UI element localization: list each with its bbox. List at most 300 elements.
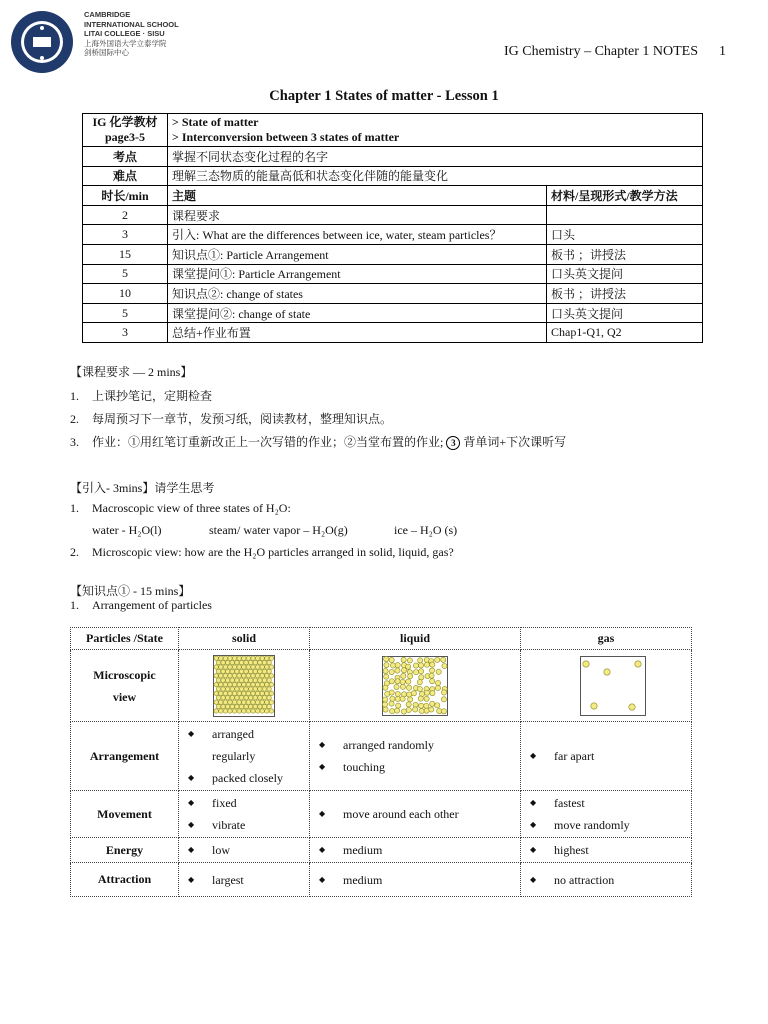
particle bbox=[249, 660, 253, 664]
particle bbox=[604, 668, 610, 674]
particle bbox=[395, 696, 400, 701]
particle bbox=[246, 656, 250, 660]
particle bbox=[242, 673, 246, 677]
particle bbox=[244, 669, 248, 673]
particle bbox=[269, 700, 273, 704]
particle bbox=[251, 708, 255, 712]
particle bbox=[269, 656, 273, 660]
page-title: Chapter 1 States of matter - Lesson 1 bbox=[269, 88, 499, 104]
gas-view-cell bbox=[521, 650, 692, 722]
particle bbox=[216, 704, 220, 708]
particle bbox=[435, 685, 440, 690]
particle bbox=[237, 708, 241, 712]
particle bbox=[232, 664, 236, 668]
particle bbox=[591, 702, 597, 708]
particle bbox=[239, 660, 243, 664]
particle bbox=[239, 686, 243, 690]
particle bbox=[232, 691, 236, 695]
list-item: 1. 上课抄笔记，定期检查 bbox=[70, 389, 213, 403]
particle bbox=[260, 664, 264, 668]
key-point-text: 掌握不同状态变化过程的名字 bbox=[168, 147, 703, 167]
particle bbox=[395, 662, 400, 667]
column-header-method: 材料/呈现形式/教学方法 bbox=[547, 186, 703, 206]
column-header-liquid: liquid bbox=[310, 628, 521, 650]
particle bbox=[230, 686, 234, 690]
knowledge-heading: 【知识点① - 15 mins】 bbox=[70, 584, 191, 598]
particle bbox=[219, 656, 223, 660]
particle bbox=[430, 690, 435, 695]
list-item: 2. Microscopic view: how are the H₂O particles arranged in solid, liquid, gas? bbox=[70, 545, 454, 559]
particle bbox=[413, 706, 418, 711]
particle bbox=[583, 660, 589, 666]
particle bbox=[251, 700, 255, 704]
particle bbox=[253, 660, 257, 664]
particle bbox=[255, 682, 259, 686]
particle bbox=[436, 669, 441, 674]
lesson-plan-table bbox=[82, 113, 703, 343]
intro-heading: 【引入- 3mins】请学生思考 bbox=[70, 481, 215, 495]
particle bbox=[246, 673, 250, 677]
particle bbox=[226, 678, 230, 682]
particle bbox=[258, 678, 262, 682]
particle bbox=[383, 685, 388, 690]
particle bbox=[228, 656, 232, 660]
particle bbox=[249, 704, 253, 708]
particle bbox=[244, 704, 248, 708]
solid-particles-diagram bbox=[213, 655, 275, 717]
particle bbox=[226, 695, 230, 699]
particle bbox=[395, 668, 400, 673]
particle bbox=[223, 708, 227, 712]
column-header-topic: 主题 bbox=[168, 186, 547, 206]
particle bbox=[265, 682, 269, 686]
particle bbox=[267, 660, 271, 664]
particle bbox=[223, 656, 227, 660]
row-label-view: Microscopic view bbox=[71, 650, 179, 722]
particle bbox=[265, 673, 269, 677]
particle bbox=[265, 664, 269, 668]
particle bbox=[226, 660, 230, 664]
particle bbox=[429, 667, 434, 672]
topic-list: > State of matter > Interconversion between 3 states of matter bbox=[168, 114, 703, 147]
particle bbox=[230, 678, 234, 682]
list-item: 1. Arrangement of particles bbox=[70, 598, 212, 612]
particle bbox=[251, 673, 255, 677]
particle bbox=[214, 673, 218, 677]
particle bbox=[418, 657, 423, 662]
table-row: 3 引入: What are the differences between ice, water, steam particles？ 口头 bbox=[83, 225, 703, 245]
particle bbox=[262, 695, 266, 699]
particle bbox=[251, 656, 255, 660]
particle bbox=[419, 708, 424, 713]
difficult-point-label: 难点 bbox=[83, 166, 168, 186]
row-label-attraction: Attraction bbox=[71, 863, 179, 897]
particle bbox=[237, 700, 241, 704]
list-item: 3. 作业：①用红笔订重新改正上一次写错的作业；②当堂布置的作业; 3 背单词+下次课听写 bbox=[70, 435, 567, 449]
particle bbox=[389, 701, 394, 706]
particle bbox=[400, 696, 405, 701]
particle bbox=[253, 678, 257, 682]
particle bbox=[267, 686, 271, 690]
particle bbox=[242, 708, 246, 712]
particle bbox=[251, 664, 255, 668]
particle bbox=[214, 664, 218, 668]
particle bbox=[269, 708, 273, 712]
particle bbox=[232, 708, 236, 712]
particle bbox=[401, 708, 406, 713]
particle bbox=[244, 695, 248, 699]
liquid-view-cell bbox=[310, 650, 521, 722]
particle bbox=[232, 700, 236, 704]
particle bbox=[389, 708, 394, 713]
particle bbox=[214, 708, 218, 712]
particle bbox=[395, 691, 400, 696]
column-header-particles: Particles /State bbox=[71, 628, 179, 650]
particle bbox=[269, 691, 273, 695]
particle bbox=[235, 686, 239, 690]
particle bbox=[219, 700, 223, 704]
particle bbox=[251, 682, 255, 686]
liquid-arrangement-cell: ◆ arranged randomly ◆ touching bbox=[310, 722, 521, 791]
particle bbox=[383, 706, 388, 711]
particle bbox=[394, 684, 399, 689]
particle bbox=[216, 660, 220, 664]
steam-formula: steam/ water vapor – H₂O(g) bbox=[209, 523, 348, 537]
particle bbox=[406, 678, 411, 683]
particle bbox=[258, 660, 262, 664]
particle bbox=[214, 700, 218, 704]
particle bbox=[424, 696, 429, 701]
particle bbox=[235, 660, 239, 664]
particle bbox=[419, 668, 424, 673]
particle bbox=[424, 708, 429, 713]
particle bbox=[237, 664, 241, 668]
solid-energy-cell: ◆ low bbox=[179, 838, 310, 863]
particle bbox=[249, 686, 253, 690]
particle bbox=[395, 678, 400, 683]
row-label-movement: Movement bbox=[71, 791, 179, 838]
particle bbox=[260, 691, 264, 695]
particle bbox=[235, 678, 239, 682]
particle bbox=[430, 661, 435, 666]
particle bbox=[235, 695, 239, 699]
particle bbox=[246, 708, 250, 712]
particle bbox=[216, 695, 220, 699]
particle bbox=[239, 669, 243, 673]
school-name: CAMBRIDGE INTERNATIONAL SCHOOL LITAI COLLEGE · SISU 上海外国语大学立泰学院 剑桥国际中心 bbox=[84, 10, 179, 58]
particle bbox=[260, 656, 264, 660]
solid-view-cell bbox=[179, 650, 310, 722]
particle bbox=[242, 656, 246, 660]
particle bbox=[258, 695, 262, 699]
key-point-label: 考点 bbox=[83, 147, 168, 167]
particle bbox=[237, 656, 241, 660]
particle bbox=[255, 700, 259, 704]
particle bbox=[267, 669, 271, 673]
particle bbox=[249, 678, 253, 682]
particle bbox=[219, 664, 223, 668]
particle bbox=[223, 664, 227, 668]
column-header-solid: solid bbox=[179, 628, 310, 650]
running-head: IG Chemistry – Chapter 1 NOTES bbox=[503, 44, 698, 59]
particle bbox=[237, 673, 241, 677]
particle bbox=[265, 656, 269, 660]
particle bbox=[384, 674, 389, 679]
list-item: 1. Macroscopic view of three states of H₂O: bbox=[70, 501, 291, 515]
particle bbox=[230, 695, 234, 699]
circled-number: 3 bbox=[446, 436, 460, 450]
particle bbox=[232, 673, 236, 677]
particle bbox=[406, 701, 411, 706]
gas-particles-diagram bbox=[580, 656, 646, 716]
water-formula: water - H₂O(l) bbox=[92, 523, 162, 537]
particle bbox=[246, 700, 250, 704]
particle bbox=[228, 708, 232, 712]
particle bbox=[262, 686, 266, 690]
table-row: 3 总结+作业布置 Chap1-Q1, Q2 bbox=[83, 323, 703, 343]
table-row: 5 课堂提问②: change of state 口头英文提问 bbox=[83, 303, 703, 323]
particle bbox=[253, 686, 257, 690]
table-row: 10 知识点②: change of states 板书 ；讲授法 bbox=[83, 284, 703, 304]
particle bbox=[260, 700, 264, 704]
particle bbox=[255, 673, 259, 677]
particle bbox=[441, 696, 446, 701]
particle bbox=[244, 686, 248, 690]
particle bbox=[258, 704, 262, 708]
row-label-energy: Energy bbox=[71, 838, 179, 863]
particle bbox=[401, 657, 406, 662]
particle bbox=[383, 696, 388, 701]
particle bbox=[267, 678, 271, 682]
particle bbox=[424, 662, 429, 667]
particle bbox=[400, 684, 405, 689]
particle bbox=[223, 673, 227, 677]
particle bbox=[242, 664, 246, 668]
particle bbox=[635, 660, 641, 666]
particle bbox=[406, 664, 411, 669]
particle bbox=[419, 674, 424, 679]
particle bbox=[267, 695, 271, 699]
particle bbox=[232, 682, 236, 686]
particle bbox=[226, 686, 230, 690]
particle bbox=[255, 656, 259, 660]
particle bbox=[430, 701, 435, 706]
particle bbox=[435, 657, 440, 662]
particle bbox=[265, 708, 269, 712]
particle bbox=[251, 691, 255, 695]
particle bbox=[400, 679, 405, 684]
particle bbox=[230, 704, 234, 708]
particle bbox=[382, 701, 387, 706]
particle bbox=[232, 656, 236, 660]
particle bbox=[260, 708, 264, 712]
particle bbox=[219, 691, 223, 695]
liquid-movement-cell: ◆ move around each other bbox=[310, 791, 521, 838]
particle bbox=[424, 690, 429, 695]
particle bbox=[221, 678, 225, 682]
particle bbox=[262, 678, 266, 682]
particle bbox=[384, 656, 389, 661]
particle bbox=[407, 657, 412, 662]
particle bbox=[242, 691, 246, 695]
requirements-heading: 【课程要求 — 2 mins】 bbox=[70, 365, 193, 379]
particle bbox=[406, 685, 411, 690]
particle bbox=[239, 704, 243, 708]
particle bbox=[223, 700, 227, 704]
particle bbox=[390, 696, 395, 701]
table-row: 2 课程要求 bbox=[83, 205, 703, 225]
table-row: 15 知识点①: Particle Arrangement 板书 ；讲授法 bbox=[83, 244, 703, 264]
particle bbox=[441, 708, 446, 713]
particle bbox=[435, 702, 440, 707]
particle bbox=[235, 704, 239, 708]
particle bbox=[228, 700, 232, 704]
particle bbox=[239, 678, 243, 682]
particle bbox=[260, 682, 264, 686]
particle bbox=[417, 686, 422, 691]
gas-attraction-cell: ◆ no attraction bbox=[521, 863, 692, 897]
particle bbox=[246, 691, 250, 695]
particle bbox=[441, 657, 446, 662]
particle bbox=[221, 695, 225, 699]
particle bbox=[629, 703, 635, 709]
particle bbox=[408, 673, 413, 678]
particle bbox=[253, 695, 257, 699]
particle bbox=[228, 691, 232, 695]
row-label-arrangement: Arrangement bbox=[71, 722, 179, 791]
particle bbox=[265, 700, 269, 704]
school-logo bbox=[10, 10, 74, 74]
particle bbox=[235, 669, 239, 673]
particle bbox=[228, 673, 232, 677]
particle bbox=[214, 682, 218, 686]
particle bbox=[406, 707, 411, 712]
particle bbox=[389, 657, 394, 662]
particle bbox=[389, 689, 394, 694]
particle bbox=[406, 691, 411, 696]
particle bbox=[216, 669, 220, 673]
particle bbox=[221, 704, 225, 708]
particle bbox=[424, 703, 429, 708]
particle bbox=[418, 662, 423, 667]
particle bbox=[214, 691, 218, 695]
particle bbox=[216, 686, 220, 690]
particle bbox=[239, 695, 243, 699]
particle bbox=[262, 704, 266, 708]
particle bbox=[230, 669, 234, 673]
particle bbox=[244, 678, 248, 682]
solid-arrangement-cell: ◆ arranged regularly ◆ packed closely bbox=[179, 722, 310, 791]
particle bbox=[242, 700, 246, 704]
particle bbox=[383, 668, 388, 673]
particle bbox=[262, 669, 266, 673]
particle bbox=[219, 673, 223, 677]
liquid-attraction-cell: ◆ medium bbox=[310, 863, 521, 897]
particle bbox=[430, 678, 435, 683]
liquid-particles-diagram bbox=[382, 656, 448, 716]
particle bbox=[267, 704, 271, 708]
particle bbox=[228, 682, 232, 686]
particle bbox=[419, 703, 424, 708]
particle-arrangement-table bbox=[70, 627, 692, 897]
table-row: 5 课堂提问①: Particle Arrangement 口头英文提问 bbox=[83, 264, 703, 284]
gas-movement-cell: ◆ fastest ◆ move randomly bbox=[521, 791, 692, 838]
particle bbox=[413, 662, 418, 667]
particle bbox=[260, 673, 264, 677]
particle bbox=[389, 678, 394, 683]
particle bbox=[221, 669, 225, 673]
liquid-energy-cell: ◆ medium bbox=[310, 838, 521, 863]
solid-attraction-cell: ◆ largest bbox=[179, 863, 310, 897]
particle bbox=[219, 682, 223, 686]
particle bbox=[265, 691, 269, 695]
particle bbox=[230, 660, 234, 664]
particle bbox=[269, 673, 273, 677]
difficult-point-text: 理解三态物质的能量高低和状态变化伴随的能量变化 bbox=[168, 166, 703, 186]
particle bbox=[228, 664, 232, 668]
gas-energy-cell: ◆ highest bbox=[521, 838, 692, 863]
particle bbox=[219, 708, 223, 712]
particle bbox=[246, 682, 250, 686]
column-header-minutes: 时长/min bbox=[83, 186, 168, 206]
particle bbox=[396, 703, 401, 708]
particle bbox=[411, 690, 416, 695]
particle bbox=[401, 673, 406, 678]
solid-movement-cell: ◆ fixed ◆ vibrate bbox=[179, 791, 310, 838]
particle bbox=[255, 691, 259, 695]
particle bbox=[413, 669, 418, 674]
particle bbox=[255, 664, 259, 668]
particle bbox=[246, 664, 250, 668]
particle bbox=[258, 669, 262, 673]
particle bbox=[237, 682, 241, 686]
particle bbox=[249, 695, 253, 699]
particle bbox=[394, 708, 399, 713]
particle bbox=[418, 695, 423, 700]
particle bbox=[262, 660, 266, 664]
particle bbox=[429, 706, 434, 711]
particle bbox=[435, 680, 440, 685]
ice-formula: ice – H₂O (s) bbox=[394, 523, 458, 537]
particle bbox=[384, 662, 389, 667]
particle bbox=[221, 660, 225, 664]
particle bbox=[401, 667, 406, 672]
particle bbox=[417, 679, 422, 684]
gas-arrangement-cell: ◆ far apart bbox=[521, 722, 692, 791]
textbook-label: IG 化学教材 page3-5 bbox=[83, 114, 168, 147]
particle bbox=[253, 704, 257, 708]
particle bbox=[441, 689, 446, 694]
particle bbox=[269, 682, 273, 686]
particle bbox=[442, 663, 447, 668]
list-item: 2. 每周预习下一章节，发预习纸，阅读教材，整理知识点。 bbox=[70, 412, 393, 426]
particle bbox=[253, 669, 257, 673]
particle bbox=[408, 696, 413, 701]
particle bbox=[389, 669, 394, 674]
particle bbox=[249, 669, 253, 673]
particle bbox=[226, 704, 230, 708]
particle bbox=[216, 678, 220, 682]
particle bbox=[223, 682, 227, 686]
particle bbox=[221, 686, 225, 690]
particle bbox=[226, 669, 230, 673]
particle bbox=[244, 660, 248, 664]
particle bbox=[258, 686, 262, 690]
particle bbox=[255, 708, 259, 712]
column-header-gas: gas bbox=[521, 628, 692, 650]
page-number: 1 bbox=[719, 44, 726, 59]
particle bbox=[223, 691, 227, 695]
